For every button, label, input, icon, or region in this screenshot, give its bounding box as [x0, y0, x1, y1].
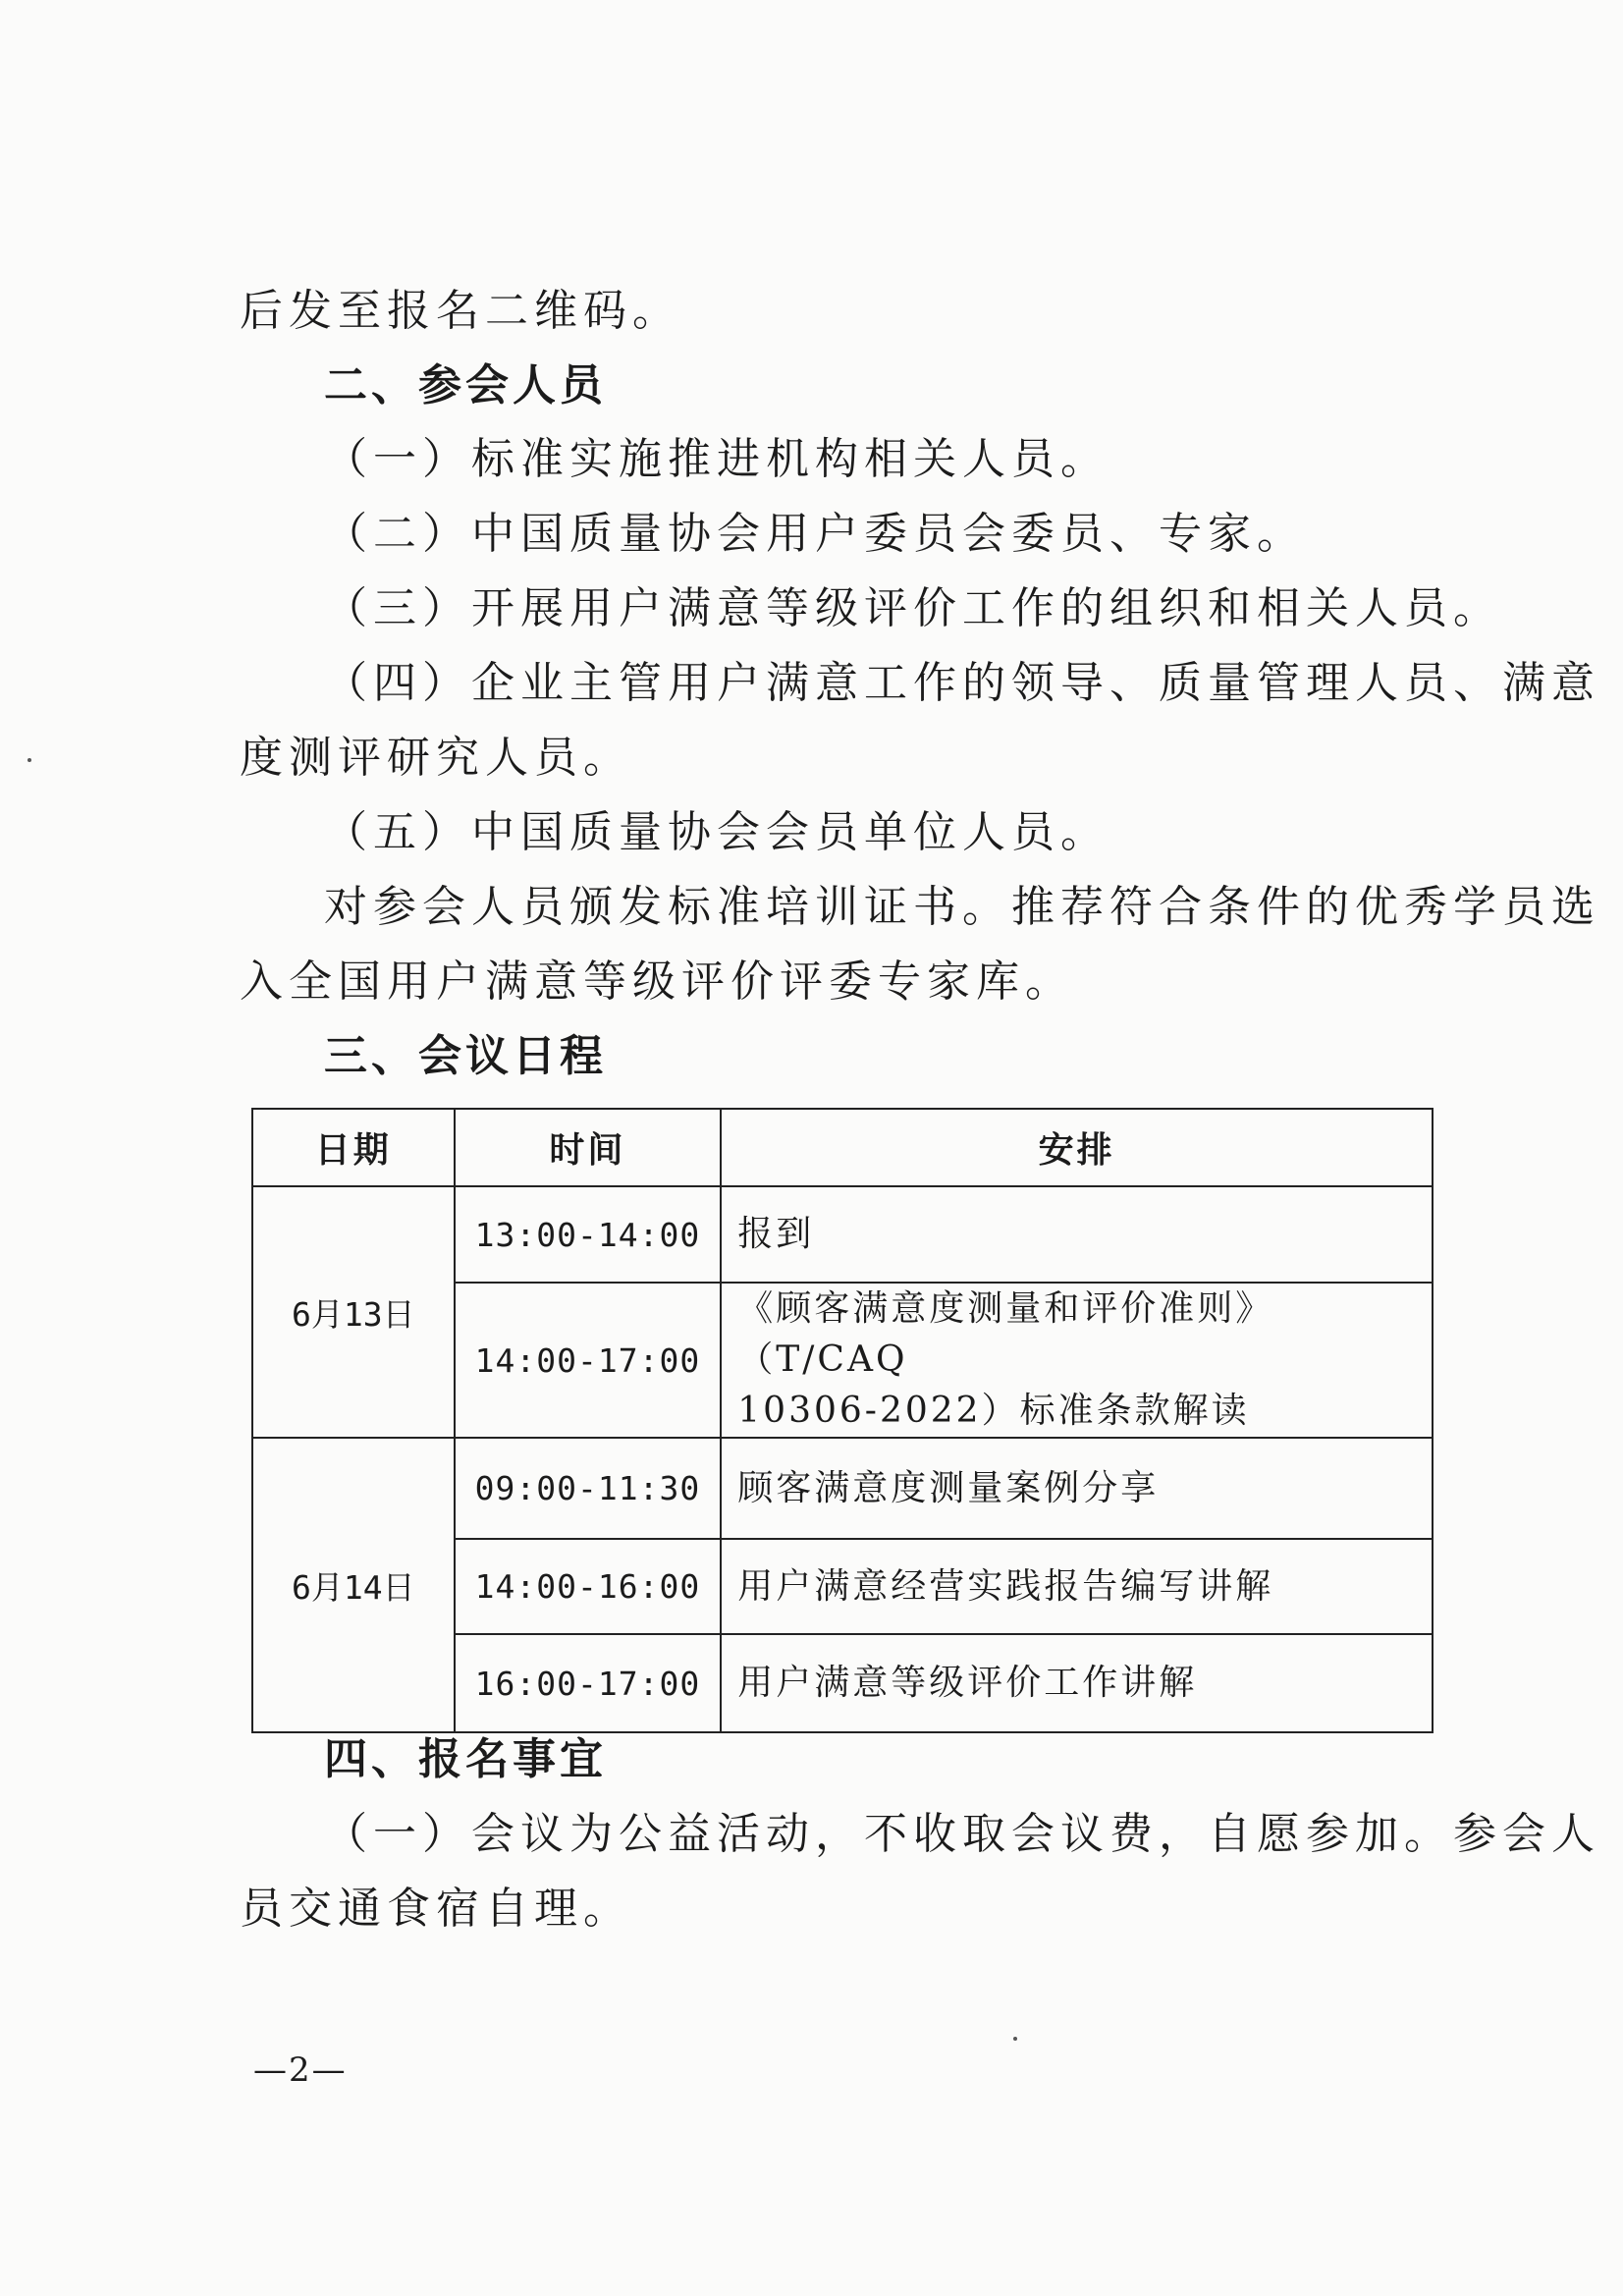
scan-speck: [27, 758, 31, 762]
time-cell: 14:00-17:00: [455, 1283, 722, 1438]
registration-item-1-line2: 员交通食宿自理。: [240, 1884, 632, 1934]
arrangement-cell: 用户满意经营实践报告编写讲解: [721, 1539, 1433, 1634]
attendee-item-4-line1: （四）企业主管用户满意工作的领导、质量管理人员、满意: [324, 658, 1600, 708]
time-cell: 16:00-17:00: [455, 1634, 722, 1732]
time-cell: 09:00-11:30: [455, 1438, 722, 1539]
arrangement-cell: 报到: [721, 1186, 1433, 1283]
header-date: 日期: [252, 1109, 455, 1186]
section-heading-registration: 四、报名事宜: [324, 1734, 607, 1784]
certificate-paragraph-line2: 入全国用户满意等级评价评委专家库。: [240, 957, 1074, 1007]
continuation-line: 后发至报名二维码。: [240, 286, 681, 336]
arrangement-line: 10306-2022）标准条款解读: [737, 1391, 1250, 1431]
date-cell: 6月14日: [252, 1438, 455, 1732]
table-row: [252, 1438, 1433, 1539]
arrangement-cell: 顾客满意度测量案例分享: [721, 1438, 1433, 1539]
attendee-item-2: （二）中国质量协会用户委员会委员、专家。: [324, 509, 1306, 559]
page-number: —2—: [253, 2050, 348, 2090]
time-cell: 13:00-14:00: [455, 1186, 722, 1283]
table-row: [252, 1186, 1433, 1283]
date-cell: 6月13日: [252, 1186, 455, 1438]
section-heading-attendees: 二、参会人员: [324, 360, 607, 410]
schedule-table: [251, 1108, 1434, 1733]
time-cell: 14:00-16:00: [455, 1539, 722, 1634]
section-heading-schedule: 三、会议日程: [324, 1031, 607, 1081]
arrangement-cell: [721, 1283, 1433, 1438]
attendee-item-5: （五）中国质量协会会员单位人员。: [324, 807, 1109, 857]
header-time: 时间: [455, 1109, 722, 1186]
registration-item-1-line1: （一）会议为公益活动，不收取会议费，自愿参加。参会人: [324, 1809, 1600, 1859]
arrangement-cell: 用户满意等级评价工作讲解: [721, 1634, 1433, 1732]
header-arrangement: 安排: [721, 1109, 1433, 1186]
certificate-paragraph-line1: 对参会人员颁发标准培训证书。推荐符合条件的优秀学员选: [324, 882, 1600, 932]
arrangement-line: 《顾客满意度测量和评价准则》（T/CAQ: [737, 1288, 1274, 1380]
table-header-row: [252, 1109, 1433, 1186]
scan-speck: [1013, 2037, 1017, 2041]
attendee-item-1: （一）标准实施推进机构相关人员。: [324, 434, 1109, 484]
attendee-item-4-line2: 度测评研究人员。: [240, 733, 632, 783]
attendee-item-3: （三）开展用户满意等级评价工作的组织和相关人员。: [324, 583, 1502, 633]
